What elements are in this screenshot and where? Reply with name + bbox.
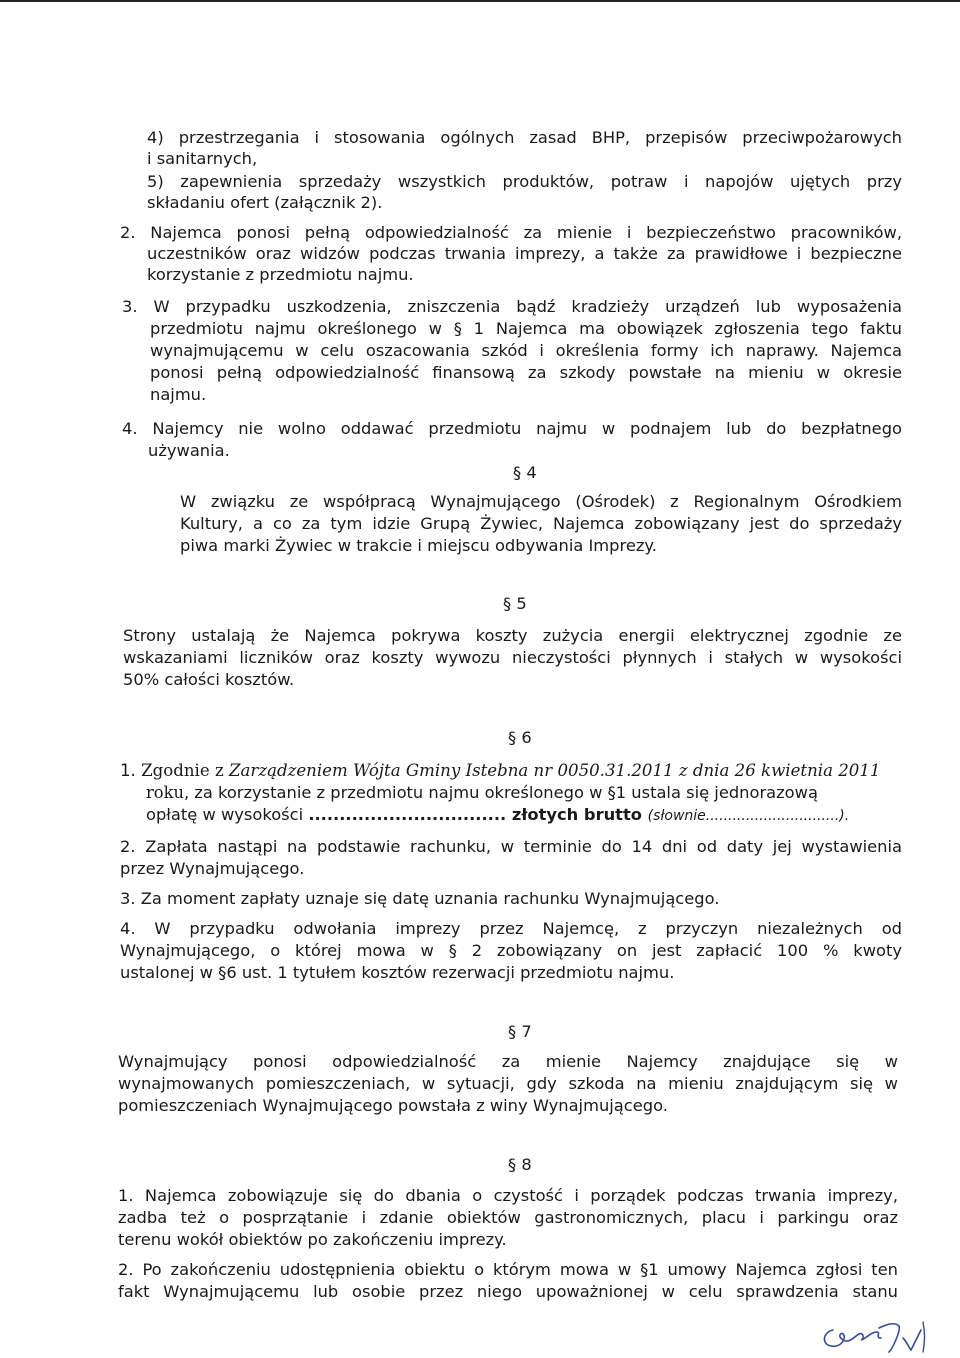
section-4-line-3: piwa marki Żywiec w trakcie i miejscu odbywania Imprezy. [180, 536, 657, 555]
section-8-clause-2-line-2: fakt Wynajmującemu lub osobie przez niego upoważnionej w celu sprawdzenia stanu [118, 1282, 898, 1301]
item-4-line-2: i sanitarnych, [147, 149, 258, 168]
clause-4-line-1: 4. Najemcy nie wolno oddawać przedmiotu najmu w podnajem lub do bezpłatnego [122, 419, 902, 438]
clause-3-line-3: wynajmującemu w celu oszacowania szkód i określenia formy ich naprawy. Najemca [150, 341, 902, 360]
section-7-heading: § 7 [508, 1022, 532, 1041]
page-top-border [0, 0, 960, 9]
section-6-clause-2-line-2: przez Wynajmującego. [120, 859, 305, 878]
section-6-heading: § 6 [508, 728, 532, 747]
section-6-clause-4-line-3: ustalonej w §6 ust. 1 tytułem kosztów rezerwacji przedmiotu najmu. [120, 963, 675, 982]
section-8-heading: § 8 [508, 1155, 532, 1174]
clause-2-line-3: korzystanie z przedmiotu najmu. [147, 265, 414, 284]
section-5-heading: § 5 [503, 594, 527, 613]
item-4-line-1: 4) przestrzegania i stosowania ogólnych zasad BHP, przepisów przeciwpożarowych [147, 128, 902, 147]
section-8-clause-1-line-2: zadba też o posprzątanie i zdanie obiektów gastronomicznych, placu i parkingu oraz [118, 1208, 898, 1227]
clause-4-line-2: używania. [148, 441, 230, 460]
section-6-clause-3: 3. Za moment zapłaty uznaje się datę uznania rachunku Wynajmującego. [120, 889, 720, 908]
section-6-clause-4-line-2: Wynajmującego, o której mowa w § 2 zobowiązany on jest zapłacić 100 % kwoty [120, 941, 902, 960]
section-4-heading: § 4 [513, 463, 537, 482]
section-5-line-2: wskazaniami liczników oraz koszty wywozu nieczystości płynnych i stałych w wysokości [123, 648, 902, 667]
section-4-line-2: Kultury, a co za tym idzie Grupą Żywiec, Najemca zobowiązany jest do sprzedaży [180, 514, 902, 533]
clause-3-line-5: najmu. [150, 385, 207, 404]
section-7-line-3: pomieszczeniach Wynajmującego powstała z winy Wynajmującego. [118, 1096, 668, 1115]
section-7-line-1: Wynajmujący ponosi odpowiedzialność za mienie Najemcy znajdujące się w [118, 1052, 898, 1071]
item-5-line-1: 5) zapewnienia sprzedaży wszystkich produktów, potraw i napojów ujętych przy [147, 172, 902, 191]
section-6-clause-1-line-1: 1. Zgodnie z Zarządzeniem Wójta Gminy Istebna nr 0050.31.2011 z dnia 26 kwietnia 2011 [120, 761, 881, 780]
clause-3-line-2: przedmiotu najmu określonego w § 1 Najemca ma obowiązek zgłoszenia tego faktu [150, 319, 902, 338]
clause-2-line-2: uczestników oraz widzów podczas trwania imprezy, a także za prawidłowe i bezpieczne [147, 244, 902, 263]
section-5-line-3: 50% całości kosztów. [123, 670, 295, 689]
section-8-clause-1-line-3: terenu wokół obiektów po zakończeniu imprezy. [118, 1230, 507, 1249]
clause-3-line-1: 3. W przypadku uszkodzenia, zniszczenia bądź kradzieży urządzeń lub wyposażenia [122, 297, 902, 316]
handwritten-signature [815, 1308, 940, 1356]
section-4-line-1: W związku ze współpracą Wynajmującego (Ośrodek) z Regionalnym Ośrodkiem [180, 492, 902, 511]
section-6-clause-4-line-1: 4. W przypadku odwołania imprezy przez Najemcę, z przyczyn niezależnych od [120, 919, 902, 938]
item-5-line-2: składaniu ofert (załącznik 2). [147, 193, 383, 212]
section-8-clause-2-line-1: 2. Po zakończeniu udostępnienia obiektu o którym mowa w §1 umowy Najemca zgłosi ten [118, 1260, 898, 1279]
section-7-line-2: wynajmowanych pomieszczeniach, w sytuacji, gdy szkoda na mieniu znajdującym się w [118, 1074, 898, 1093]
section-8-clause-1-line-1: 1. Najemca zobowiązuje się do dbania o czystość i porządek podczas trwania imprezy, [118, 1186, 898, 1205]
clause-2-line-1: 2. Najemca ponosi pełną odpowiedzialność za mienie i bezpieczeństwo pracowników, [120, 223, 902, 242]
section-5-line-1: Strony ustalają że Najemca pokrywa koszty zużycia energii elektrycznej zgodnie ze [123, 626, 902, 645]
clause-3-line-4: ponosi pełną odpowiedzialność finansową za szkody powstałe na mieniu w okresie [150, 363, 902, 382]
section-6-clause-2-line-1: 2. Zapłata nastąpi na podstawie rachunku, w terminie do 14 dni od daty jej wystawienia [120, 837, 902, 856]
section-6-clause-1-line-3: opłatę w wysokości ................................ złotych brutto (słownie..............................). [146, 805, 850, 824]
section-6-clause-1-line-2: roku, za korzystanie z przedmiotu najmu określonego w §1 ustala się jednorazową [146, 783, 818, 802]
